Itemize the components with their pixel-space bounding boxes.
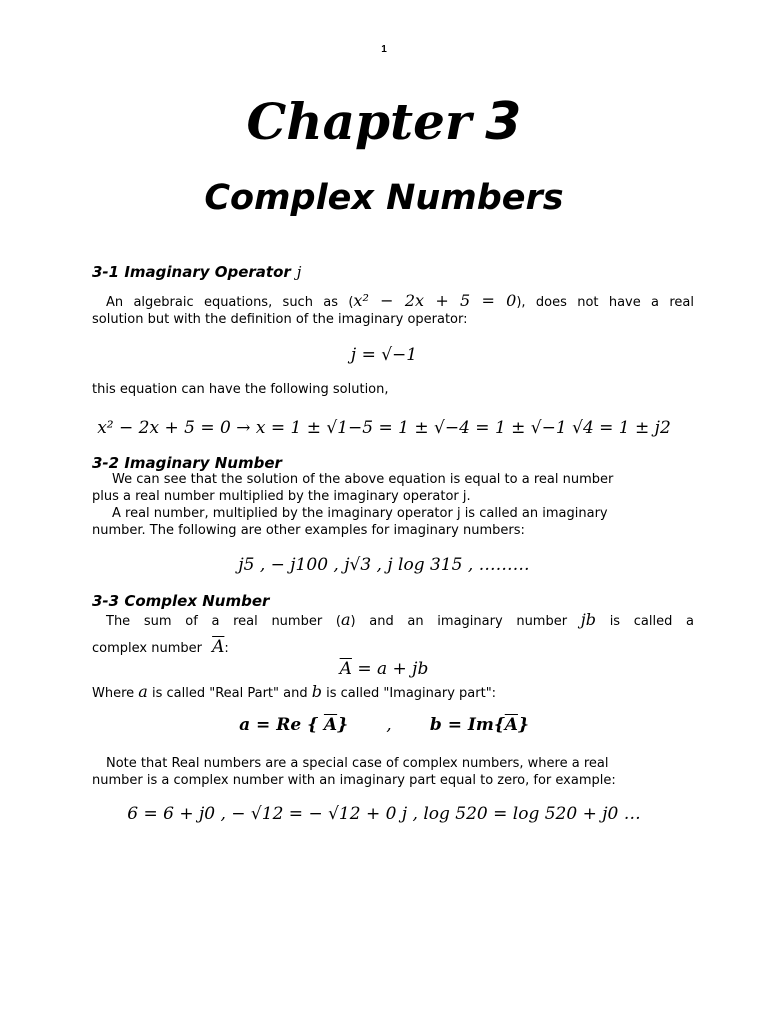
symbol-A: $\overline{A}$ — [339, 659, 352, 679]
paragraph-line: number. The following are other examples for imaginary numbers: — [92, 523, 525, 538]
paragraph-where — [92, 683, 694, 702]
section-heading-3-2: 3-2 Imaginary Number — [92, 454, 282, 472]
equation-solution: x² − 2x + 5 = 0 → x = 1 ± √1−5 = 1 ± √−4 = 1 ± √−1 √4 = 1 ± j2 — [97, 418, 671, 438]
equation-imaginary-examples: j5 , − j100 , j√3 , j log 315 , ……… — [238, 555, 530, 575]
symbol-b: b — [311, 682, 322, 701]
symbol-A: $\overline{A}$ — [504, 715, 518, 735]
paragraph-line — [92, 683, 694, 702]
section-heading-3-1 — [92, 262, 301, 282]
paragraph-line — [92, 611, 694, 630]
chapter-title — [0, 84, 768, 160]
inline-equation: x² − 2x + 5 = 0 — [353, 291, 517, 310]
paragraph-note — [92, 755, 694, 789]
symbol-A: $\overline{A}$ — [212, 637, 225, 657]
chapter-subtitle: Complex Numbers — [204, 178, 564, 218]
paragraph-line: We can see that the solution of the above equation is equal to a real number — [112, 472, 614, 487]
paragraph-line — [92, 292, 694, 311]
text-run: : — [224, 641, 229, 656]
text-run: } — [337, 715, 349, 735]
symbol-jb: jb — [580, 610, 596, 629]
text-run: complex number — [92, 641, 202, 656]
paragraph-solution-intro — [92, 381, 694, 398]
page-number: 1 — [381, 44, 387, 55]
symbol-A: $\overline{A}$ — [323, 715, 338, 735]
equation-j-definition: j = √−1 — [350, 345, 418, 365]
chapter-word: Chapter — [246, 92, 472, 151]
text-run: ) and an imaginary number — [350, 614, 568, 629]
text-run: is called "Real Part" and — [151, 686, 308, 701]
operator-symbol: j — [296, 263, 302, 281]
text-run: ), does not have a real — [516, 295, 694, 310]
text-run: The sum of a real number ( — [106, 614, 341, 629]
equation-real-examples: 6 = 6 + j0 , − √12 = − √12 + 0 j , log 520 = log 520 + j0 … — [127, 804, 641, 824]
paragraph-intro — [92, 292, 694, 328]
text-run: , — [386, 715, 392, 735]
text-run: is called a — [609, 614, 695, 629]
paragraph-imaginary-number — [92, 471, 694, 539]
text-run: An algebraic equations, such as ( — [106, 295, 354, 310]
symbol-a: a — [340, 610, 351, 629]
text-run: Where — [92, 686, 135, 701]
equation-im: b = Im{ — [429, 715, 505, 735]
paragraph-line: number is a complex number with an imaginary part equal to zero, for example: — [92, 773, 616, 788]
equation-re: a = Re { — [239, 715, 318, 735]
chapter-number: 3 — [485, 92, 522, 152]
equation-parts — [0, 715, 768, 735]
symbol-a: a — [138, 682, 148, 701]
paragraph-line: solution but with the definition of the imaginary operator: — [92, 312, 468, 327]
paragraph-line: Note that Real numbers are a special case of complex numbers, where a real — [106, 756, 609, 771]
paragraph-line-complex — [92, 637, 694, 659]
section-heading-text: 3-1 Imaginary Operator — [92, 263, 291, 281]
paragraph-line: plus a real number multiplied by the imaginary operator j. — [92, 489, 471, 504]
text-run: } — [517, 715, 529, 735]
equation-rhs: = a + jb — [351, 659, 429, 679]
paragraph-complex-number — [92, 611, 694, 630]
equation-complex-definition — [0, 659, 768, 679]
section-heading-3-3: 3-3 Complex Number — [92, 592, 270, 610]
text-run: is called "Imaginary part": — [326, 686, 497, 701]
paragraph-line: A real number, multiplied by the imaginary operator j is called an imaginary — [112, 506, 608, 521]
paragraph-line: this equation can have the following solution, — [92, 382, 389, 397]
